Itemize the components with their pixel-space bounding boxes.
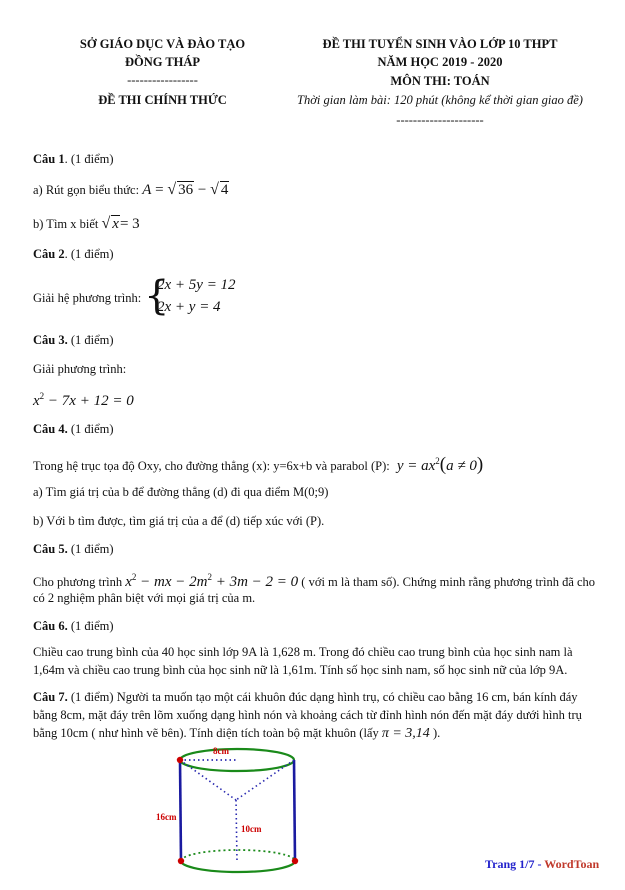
question-points: (1 điểm) [67,690,114,704]
province-name: ĐỒNG THÁP [124,55,201,69]
question-2-text: Giải hệ phương trình: [33,291,142,305]
brand-name: WordToan [544,857,600,871]
question-4b: b) Với b tìm được, tìm giá trị của a để (d) tiếp xúc với (P). [33,514,325,528]
school-year: NĂM HỌC 2019 - 2020 [377,55,503,69]
system-eq2: 2x + y = 4 [157,299,221,315]
department-name: SỞ GIÁO DỤC VÀ ĐÀO TẠO [79,37,246,51]
question-3-equation: $x^2 - 7x + 12 = 0$ [33,391,134,409]
distance-label: 10cm [241,824,262,834]
question-text: Cho phương trình [33,575,123,589]
question-1a [33,181,229,199]
bottom-ellipse-back [181,850,295,861]
bottom-ellipse-front [181,861,295,872]
page-footer [485,857,599,872]
question-3-text: Giải phương trình: [33,362,127,376]
question-4-text [33,454,483,476]
question-6-heading [33,619,114,634]
math-condition: a ≠ 0 [446,458,477,474]
left-separator: ----------------- [127,73,198,87]
question-points: (1 điểm) [67,542,114,556]
math-rest: − 7x + 12 = 0 [44,393,134,409]
question-6-line1: Chiều cao trung bình của 40 học sinh lớp 9A là 1,628 m. Trong đó chiều cao trung bình của học sinh nam là [33,645,573,659]
time-limit: Thời gian làm bài: 120 phút (không kể thời gian giao đề) [297,93,583,107]
point-bottom-left [178,858,184,864]
question-1-heading [33,152,114,167]
question-text: ( với m là tham số). Chứng minh rằng phương trình đã cho [301,575,596,589]
question-text: b) Tìm x biết [33,217,99,231]
question-label: Câu 2 [33,247,65,261]
math-rhs: = 3 [119,216,140,232]
pi-expression: π = 3,14 [381,726,430,741]
question-text: bằng 10cm ( như hình vẽ bên). Tính diện tích toàn bộ mặt khuôn (lấy [33,726,379,740]
question-label: Câu 4. [33,422,68,436]
math-expression: √ x= 3 [101,215,140,232]
math-expression: A = √ 36 − √ 4 [142,181,229,198]
question-text: a) Rút gọn biểu thức: [33,183,140,197]
question-points: . (1 điểm) [64,152,114,166]
question-points: . (1 điểm) [64,247,114,261]
left-wall [180,760,181,861]
question-3-heading [33,333,114,348]
radicand: x [112,216,119,232]
radicand: 36 [178,182,194,198]
height-label: 16cm [156,812,177,822]
question-7-line2: bằng 8cm, mặt đáy trên lõm xuống dạng hình nón và khoảng cách từ đỉnh hình nón đến mặt đáy dưới hình trụ [33,708,582,722]
question-5-text [33,572,595,591]
question-5-heading [33,542,114,557]
math-lhs: y = ax [396,458,436,474]
question-text: ). [432,726,441,740]
radius-label: 8cm [213,746,229,756]
math-var: A [142,182,152,198]
question-4a: a) Tìm giá trị của b để đường thẳng (d) đi qua điểm M(0;9) [33,485,329,499]
radicand: 4 [220,182,229,198]
height-axis [236,800,237,861]
subject: MÔN THI: TOÁN [390,74,490,88]
question-7-line1 [33,690,578,705]
question-4-heading [33,422,114,437]
question-label: Câu 6. [33,619,68,633]
question-points: (1 điểm) [67,422,114,436]
question-label: Câu 3. [33,333,68,347]
question-2-heading [33,247,114,262]
question-points: (1 điểm) [67,619,114,633]
question-label: Câu 7. [33,690,68,704]
right-separator: --------------------- [396,113,484,127]
question-1b [33,215,140,233]
question-6-line2: 1,64m và chiều cao trung bình của học sinh nữ là 1,61m. Tính số học sinh nam, số học sinh nữ của lớp 9A. [33,663,568,677]
question-label: Câu 5. [33,542,68,556]
cylinder-figure [150,742,320,882]
point-bottom-right [292,858,298,864]
official-exam-label: ĐỀ THI CHÍNH THỨC [98,93,227,107]
math-part: − mx − 2m [136,574,208,590]
question-points: (1 điểm) [67,333,114,347]
system-brace: { [144,273,170,319]
math-expression: $x^2$ − mx − $2m^2 + 3m - 2 = 0$ [125,572,299,590]
question-text: Người ta muốn tạo một cái khuôn đúc dạng hình trụ, có chiều cao bằng 16 cm, bán kính đáy [113,690,578,704]
point-top-left [177,757,183,763]
cone-left [180,760,236,800]
question-label: Câu 1 [33,152,65,166]
right-wall [294,760,295,861]
page-number: Trang 1/7 - [485,857,542,871]
exam-title: ĐỀ THI TUYỂN SINH VÀO LỚP 10 THPT [322,37,558,51]
system-eq1: 2x + 5y = 12 [157,277,236,293]
question-7-line3 [33,726,440,742]
question-text: Trong hệ trục tọa độ Oxy, cho đường thẳng (x): y=6x+b và parabol (P): [33,459,390,473]
parabola-expression: $y = ax^2(a \ne 0)$ [396,454,484,475]
math-part: + 3m − 2 = 0 [211,574,299,590]
question-5-text-line2: có 2 nghiệm phân biệt với mọi giá trị của m. [33,591,256,605]
